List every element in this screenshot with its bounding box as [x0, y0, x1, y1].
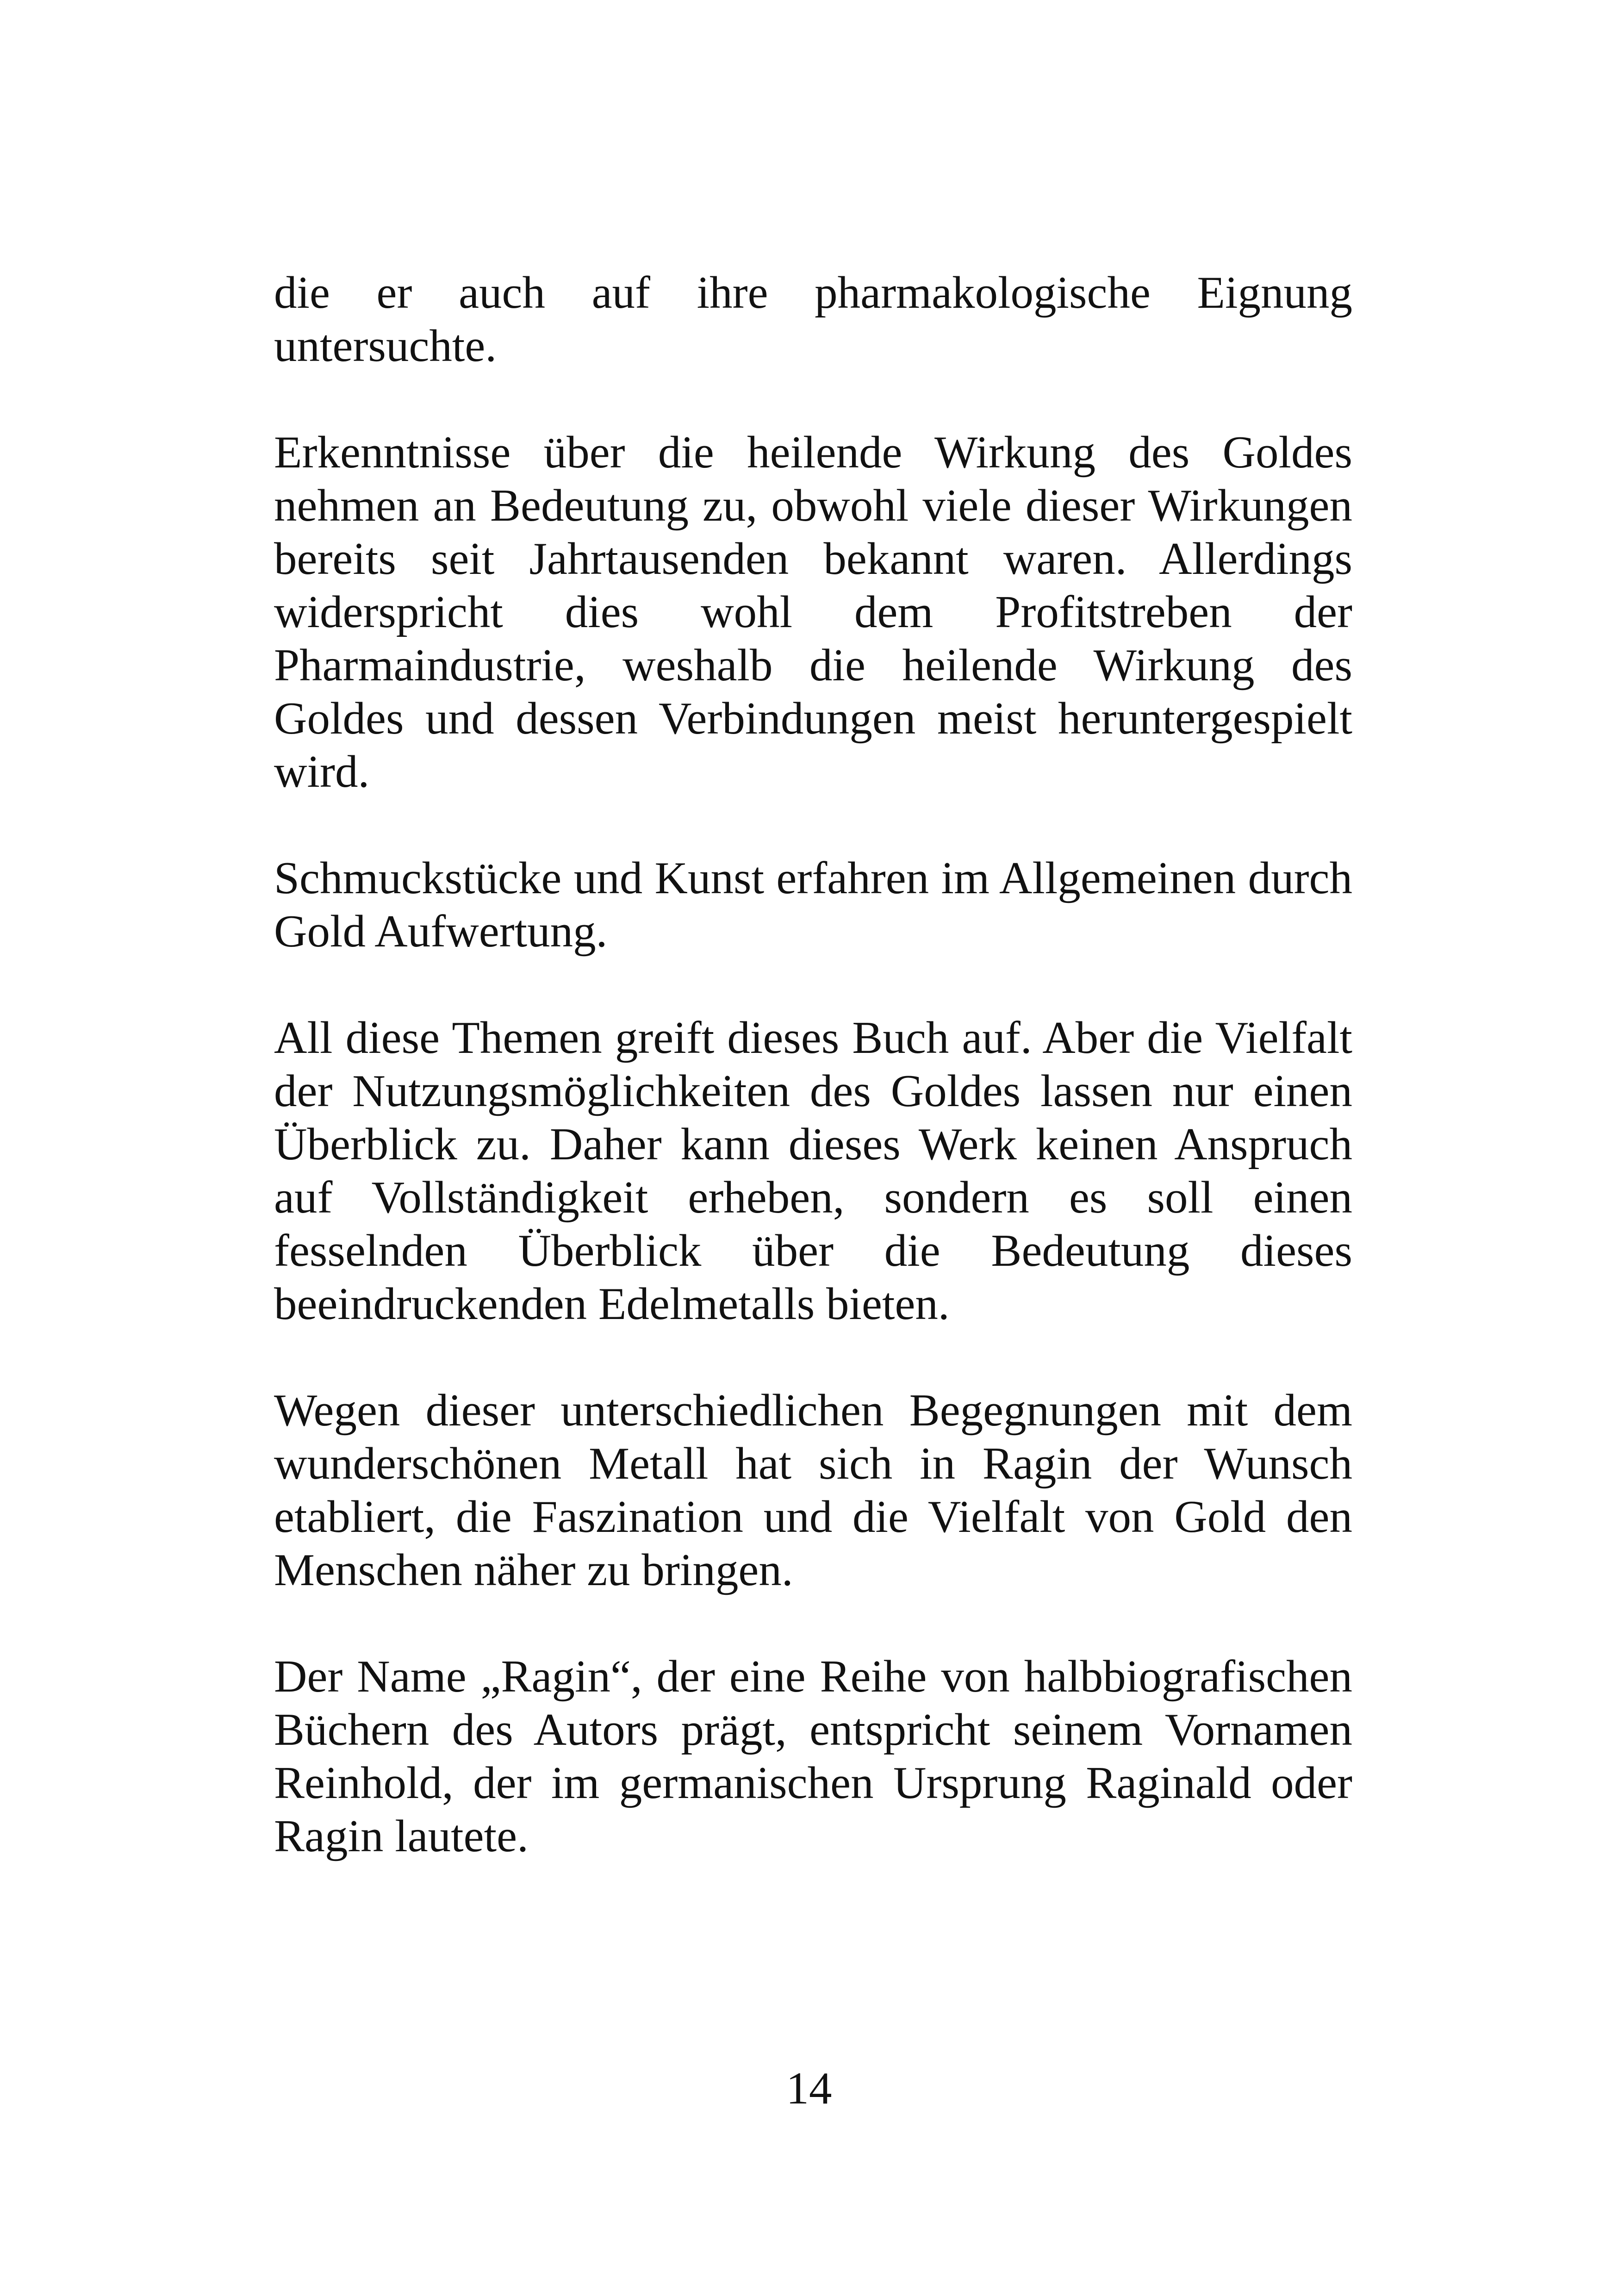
paragraph-1: die er auch auf ihre pharmakologische Eignung untersuchte.: [274, 268, 1352, 371]
page-number: 14: [786, 2063, 832, 2114]
paragraph-5: Wegen dieser unterschiedlichen Begegnungen mit dem wunderschönen Metall hat sich in Ragin der Wunsch etabliert, die Faszination und die Vielfalt von Gold den Menschen näher zu bringen.: [274, 1385, 1352, 1595]
paragraph-2: Erkenntnisse über die heilende Wirkung des Goldes nehmen an Bedeutung zu, obwohl viele dieser Wirkungen bereits seit Jahrtausenden bekannt waren. Allerdings widerspricht dies wohl dem Profitstreben der Pharmaindustrie, weshalb die heilende Wirkung des Goldes und dessen Verbindungen meist heruntergespielt wird.: [274, 427, 1352, 797]
paragraph-3: Schmuckstücke und Kunst erfahren im Allgemeinen durch Gold Aufwertung.: [274, 853, 1352, 957]
paragraph-4: All diese Themen greift dieses Buch auf. Aber die Vielfalt der Nutzungsmöglichkeiten des Goldes lassen nur einen Überblick zu. Daher kann dieses Werk keinen Anspruch auf Vollständigkeit erheben, sondern es soll einen fesselnden Überblick über die Bedeutung dieses beeindruckenden Edelmetalls bieten.: [274, 1013, 1352, 1329]
body-text: [274, 266, 1352, 1916]
paragraph-6: Der Name „Ragin“, der eine Reihe von halbbiografischen Büchern des Autors prägt, entspricht seinem Vornamen Reinhold, der im germanischen Ursprung Raginald oder Ragin lautete.: [274, 1651, 1352, 1861]
